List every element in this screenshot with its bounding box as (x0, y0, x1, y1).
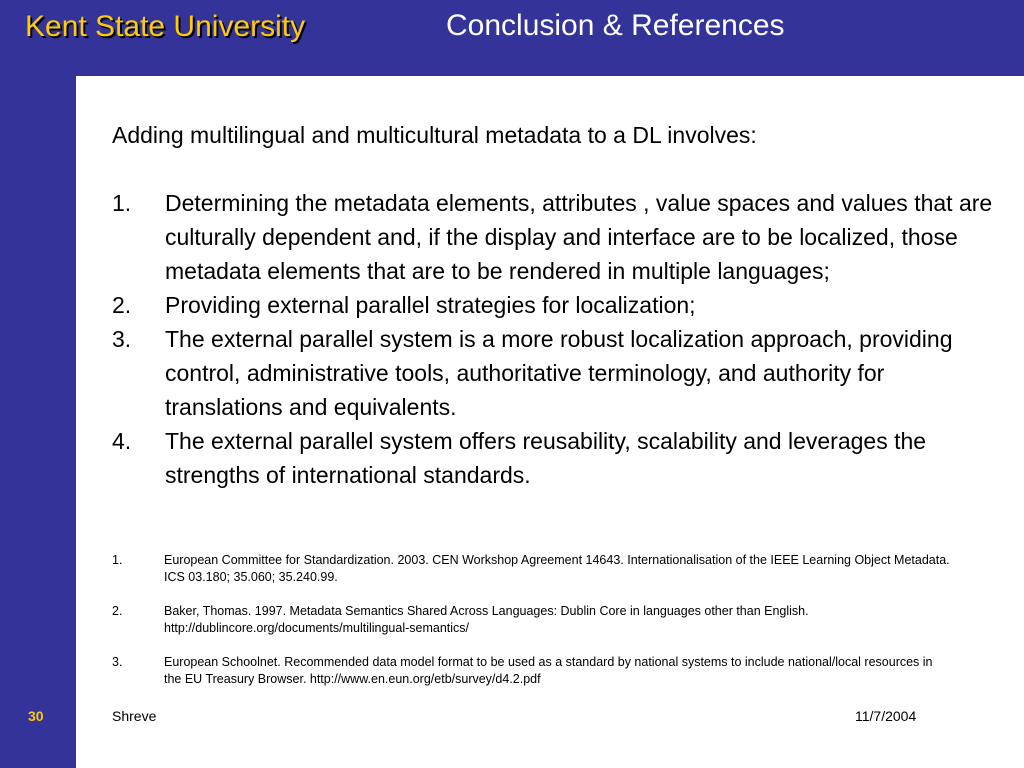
list-item (112, 288, 1002, 322)
slide-title: Conclusion & References (446, 9, 785, 42)
list-item (112, 186, 1002, 288)
reference-item (112, 552, 952, 586)
reference-text: European Committee for Standardization. 2003. CEN Workshop Agreement 14643. Internationalisation of the IEEE Learning Object Metadata. ICS 03.180; 35.060; 35.240.99. (164, 553, 950, 584)
reference-number: 2. (112, 604, 123, 618)
reference-item (112, 654, 952, 688)
list-item (112, 424, 1002, 492)
footer-date: 11/7/2004 (855, 708, 917, 724)
reference-item (112, 603, 952, 637)
footer-author: Shreve (112, 708, 157, 724)
list-item-text: The external parallel system offers reusability, scalability and leverages the strengths of international standards. (165, 428, 927, 488)
list-item-text: Providing external parallel strategies for localization; (165, 292, 696, 318)
list-item-number: 2. (112, 292, 132, 318)
list-item-number: 1. (112, 190, 132, 216)
main-list (112, 186, 1002, 492)
reference-number: 3. (112, 655, 123, 669)
slide-number: 30 (28, 708, 44, 724)
intro-text: Adding multilingual and multicultural metadata to a DL involves: (112, 122, 757, 148)
list-item-number: 4. (112, 428, 132, 454)
reference-text: European Schoolnet. Recommended data model format to be used as a standard by national systems to include national/local resources in the EU Treasury Browser. http://www.en.eun.org/etb/survey/d4.2.pdf (164, 655, 933, 686)
references-list (112, 552, 952, 705)
slide-header (0, 0, 1024, 76)
reference-text: Baker, Thomas. 1997. Metadata Semantics Shared Across Languages: Dublin Core in languages other than English. http://dublincore.org/documents/multilingual-semantics/ (164, 604, 809, 635)
university-name: Kent State University (25, 10, 306, 43)
list-item-text: Determining the metadata elements, attributes , value spaces and values that are culturally dependent and, if the display and interface are to be localized, those metadata elements that are to be rendered in multiple languages; (165, 190, 993, 284)
list-item (112, 322, 1002, 424)
reference-number: 1. (112, 553, 123, 567)
list-item-number: 3. (112, 326, 132, 352)
list-item-text: The external parallel system is a more robust localization approach, providing control, administrative tools, authoritative terminology, and authority for translations and equivalents. (165, 326, 953, 420)
